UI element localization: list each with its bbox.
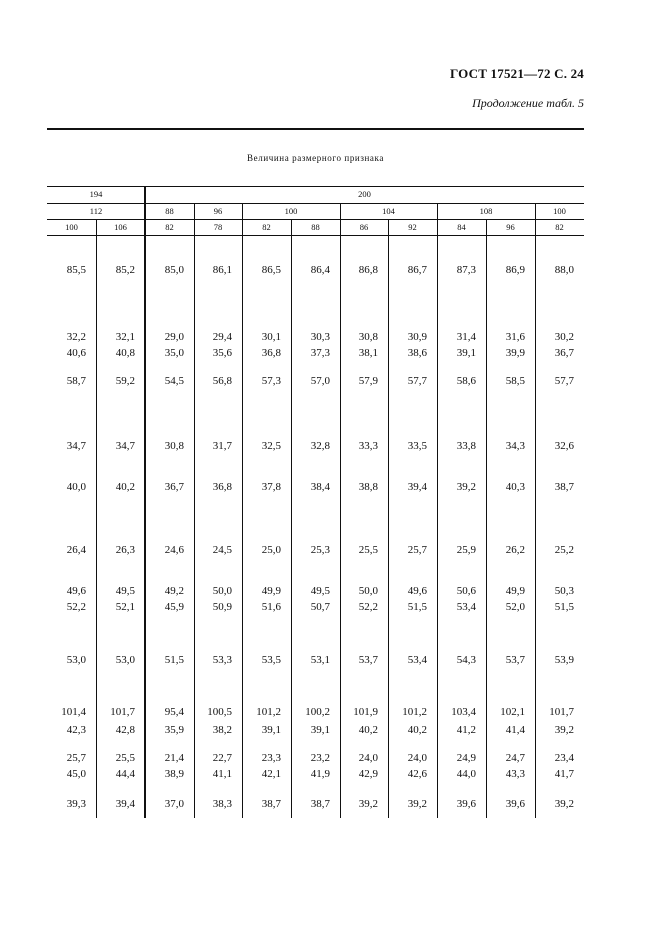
table-cell: 32,6 [554,440,574,452]
table-cell: 30,8 [164,440,184,452]
table-cell: 85,5 [66,264,86,276]
table-cell: 31,4 [456,331,476,343]
header-column: 96 [506,222,515,232]
table-cell: 25,2 [554,544,574,556]
table-cell: 45,0 [66,768,86,780]
header-column: 82 [165,222,174,232]
table-cell: 23,4 [554,752,574,764]
table-cell: 34,7 [115,440,135,452]
header-column: 82 [262,222,271,232]
table-cell: 102,1 [500,706,525,718]
table-cell: 86,1 [212,264,232,276]
table-cell: 38,7 [310,798,330,810]
table-cell: 51,6 [261,601,281,613]
table-cell: 39,9 [505,347,525,359]
table-cell: 49,6 [66,585,86,597]
table-cell: 95,4 [164,706,184,718]
table-cell: 50,0 [212,585,232,597]
header-group-200: 200 [358,189,371,199]
table-cell: 39,1 [456,347,476,359]
table-cell: 49,6 [407,585,427,597]
table-cell: 40,2 [407,724,427,736]
header-rule-1 [47,203,584,204]
table-cell: 54,3 [456,654,476,666]
table-cell: 86,9 [505,264,525,276]
table-cell: 25,9 [456,544,476,556]
table-cell: 59,2 [115,375,135,387]
header-subgroup: 96 [213,206,223,216]
table-cell: 101,7 [110,706,135,718]
top-rule [47,128,584,130]
table-cell: 30,3 [310,331,330,343]
table-cell: 57,7 [554,375,574,387]
table-cell: 43,3 [505,768,525,780]
header-subgroup: 88 [165,206,174,216]
table-cell: 31,7 [212,440,232,452]
table-cell: 39,4 [115,798,135,810]
table-caption: Величина размерного признака [247,153,384,163]
header-subgroup: 104 [382,206,395,216]
table-cell: 37,0 [164,798,184,810]
table-cell: 26,4 [66,544,86,556]
table-cell: 37,3 [310,347,330,359]
table-cell: 38,6 [407,347,427,359]
table-cell: 26,3 [115,544,135,556]
table-cell: 49,9 [261,585,281,597]
table-cell: 88,0 [554,264,574,276]
table-cell: 42,8 [115,724,135,736]
table-cell: 101,7 [549,706,574,718]
table-cell: 87,3 [456,264,476,276]
table-cell: 39,4 [407,481,427,493]
table-cell: 51,5 [164,654,184,666]
table-cell: 52,1 [115,601,135,613]
table-cell: 24,9 [456,752,476,764]
table-cell: 39,1 [310,724,330,736]
table-cell: 32,8 [310,440,330,452]
table-cell: 37,8 [261,481,281,493]
table-cell: 53,0 [66,654,86,666]
table-cell: 58,6 [456,375,476,387]
table-cell: 44,0 [456,768,476,780]
table-cell: 41,7 [554,768,574,780]
table-cell: 57,0 [310,375,330,387]
table-cell: 101,2 [256,706,281,718]
table-cell: 86,7 [407,264,427,276]
table-cell: 52,2 [358,601,378,613]
table-cell: 85,2 [115,264,135,276]
table-cell: 53,4 [407,654,427,666]
table-cell: 38,3 [212,798,232,810]
table-cell: 50,7 [310,601,330,613]
table-cell: 39,2 [407,798,427,810]
table-cell: 29,0 [164,331,184,343]
table-cell: 100,2 [305,706,330,718]
table-cell: 52,2 [66,601,86,613]
table-cell: 39,2 [554,724,574,736]
table-cell: 40,6 [66,347,86,359]
table-cell: 101,2 [402,706,427,718]
table-cell: 24,0 [358,752,378,764]
table-cell: 29,4 [212,331,232,343]
table-cell: 53,9 [554,654,574,666]
table-cell: 51,5 [554,601,574,613]
table-cell: 50,6 [456,585,476,597]
table-cell: 41,1 [212,768,232,780]
header-subgroup: 100 [284,206,298,216]
header-subgroup: 108 [479,206,493,216]
header-column: 100 [65,222,78,232]
table-cell: 40,8 [115,347,135,359]
header-column: 106 [114,222,127,232]
table-cell: 26,2 [505,544,525,556]
table-cell: 39,2 [554,798,574,810]
table-cell: 30,8 [358,331,378,343]
table-cell: 100,5 [207,706,232,718]
table-cell: 103,4 [451,706,476,718]
table-cell: 57,3 [261,375,281,387]
table-cell: 36,7 [554,347,574,359]
header-group-194: 194 [89,189,103,199]
table-cell: 85,0 [164,264,184,276]
table-cell: 35,6 [212,347,232,359]
page-title: ГОСТ 17521—72 С. 24 [450,66,584,81]
table-cell: 41,2 [456,724,476,736]
table-cell: 30,1 [261,331,281,343]
table-cell: 24,5 [212,544,232,556]
table-cell: 53,0 [115,654,135,666]
table-cell: 49,5 [115,585,135,597]
table-cell: 23,2 [310,752,330,764]
table-cell: 40,0 [66,481,86,493]
table-cell: 53,1 [310,654,330,666]
table-cell: 86,4 [310,264,330,276]
table-cell: 53,5 [261,654,281,666]
table-cell: 53,7 [358,654,378,666]
header-column: 78 [213,222,223,232]
table-cell: 24,6 [164,544,184,556]
table-cell: 101,9 [353,706,378,718]
header-subgroup: 100 [553,206,566,216]
table-cell: 30,9 [407,331,427,343]
table-cell: 25,3 [310,544,330,556]
table-cell: 32,1 [115,331,135,343]
table-cell: 53,7 [505,654,525,666]
table-cell: 34,7 [66,440,86,452]
table-cell: 50,0 [358,585,378,597]
table-cell: 36,7 [164,481,184,493]
table-cell: 34,3 [505,440,525,452]
table-cell: 25,5 [115,752,135,764]
table-cell: 33,8 [456,440,476,452]
table-cell: 40,3 [505,481,525,493]
table-cell: 39,2 [456,481,476,493]
table-cell: 57,9 [358,375,378,387]
table-cell: 51,5 [407,601,427,613]
table-cell: 23,3 [261,752,281,764]
table-cell: 58,7 [66,375,86,387]
table-cell: 21,4 [164,752,184,764]
table-cell: 38,7 [554,481,574,493]
table-cell: 40,2 [115,481,135,493]
table-cell: 86,8 [358,264,378,276]
table-cell: 25,0 [261,544,281,556]
table-cell: 25,7 [66,752,86,764]
table-cell: 41,9 [310,768,330,780]
table-cell: 38,1 [358,347,378,359]
header-rule-2 [47,219,584,220]
table-cell: 38,7 [261,798,281,810]
table-cell: 36,8 [261,347,281,359]
table-cell: 39,3 [66,798,86,810]
header-column: 88 [311,222,320,232]
table-cell: 38,2 [212,724,232,736]
table-cell: 39,6 [505,798,525,810]
table-cell: 101,4 [61,706,86,718]
header-bottom-rule [47,235,584,236]
table-cell: 36,8 [212,481,232,493]
table-cell: 38,9 [164,768,184,780]
table-cell: 25,5 [358,544,378,556]
table-cell: 35,0 [164,347,184,359]
table-cell: 31,6 [505,331,525,343]
table-cell: 33,5 [407,440,427,452]
table-continuation-label: Продолжение табл. 5 [472,96,584,110]
table-cell: 24,0 [407,752,427,764]
table-cell: 32,2 [66,331,86,343]
table-cell: 52,0 [505,601,525,613]
header-column: 92 [408,222,417,232]
table-cell: 32,5 [261,440,281,452]
table-cell: 44,4 [115,768,135,780]
table-cell: 40,2 [358,724,378,736]
table-cell: 38,8 [358,481,378,493]
table-cell: 42,1 [261,768,281,780]
header-column: 82 [555,222,564,232]
table-cell: 35,9 [164,724,184,736]
table-cell: 45,9 [164,601,184,613]
table-cell: 38,4 [310,481,330,493]
table-cell: 41,4 [505,724,525,736]
table-cell: 42,9 [358,768,378,780]
table-cell: 53,3 [212,654,232,666]
table-cell: 49,5 [310,585,330,597]
header-subgroup: 112 [89,206,103,216]
table-cell: 22,7 [212,752,232,764]
header-column: 86 [359,222,369,232]
table-cell: 33,3 [358,440,378,452]
table-top-rule [47,186,584,187]
table-cell: 57,7 [407,375,427,387]
table-cell: 42,6 [407,768,427,780]
table-cell: 56,8 [212,375,232,387]
table-cell: 49,2 [164,585,184,597]
table-cell: 39,2 [358,798,378,810]
table-cell: 30,2 [554,331,574,343]
table-cell: 39,1 [261,724,281,736]
table-cell: 49,9 [505,585,525,597]
table-cell: 53,4 [456,601,476,613]
table-cell: 54,5 [164,375,184,387]
table-cell: 50,9 [212,601,232,613]
table-cell: 50,3 [554,585,574,597]
table-cell: 86,5 [261,264,281,276]
table-cell: 24,7 [505,752,525,764]
header-column: 84 [457,222,466,232]
table-cell: 25,7 [407,544,427,556]
table-cell: 58,5 [505,375,525,387]
table-cell: 39,6 [456,798,476,810]
table-cell: 42,3 [66,724,86,736]
